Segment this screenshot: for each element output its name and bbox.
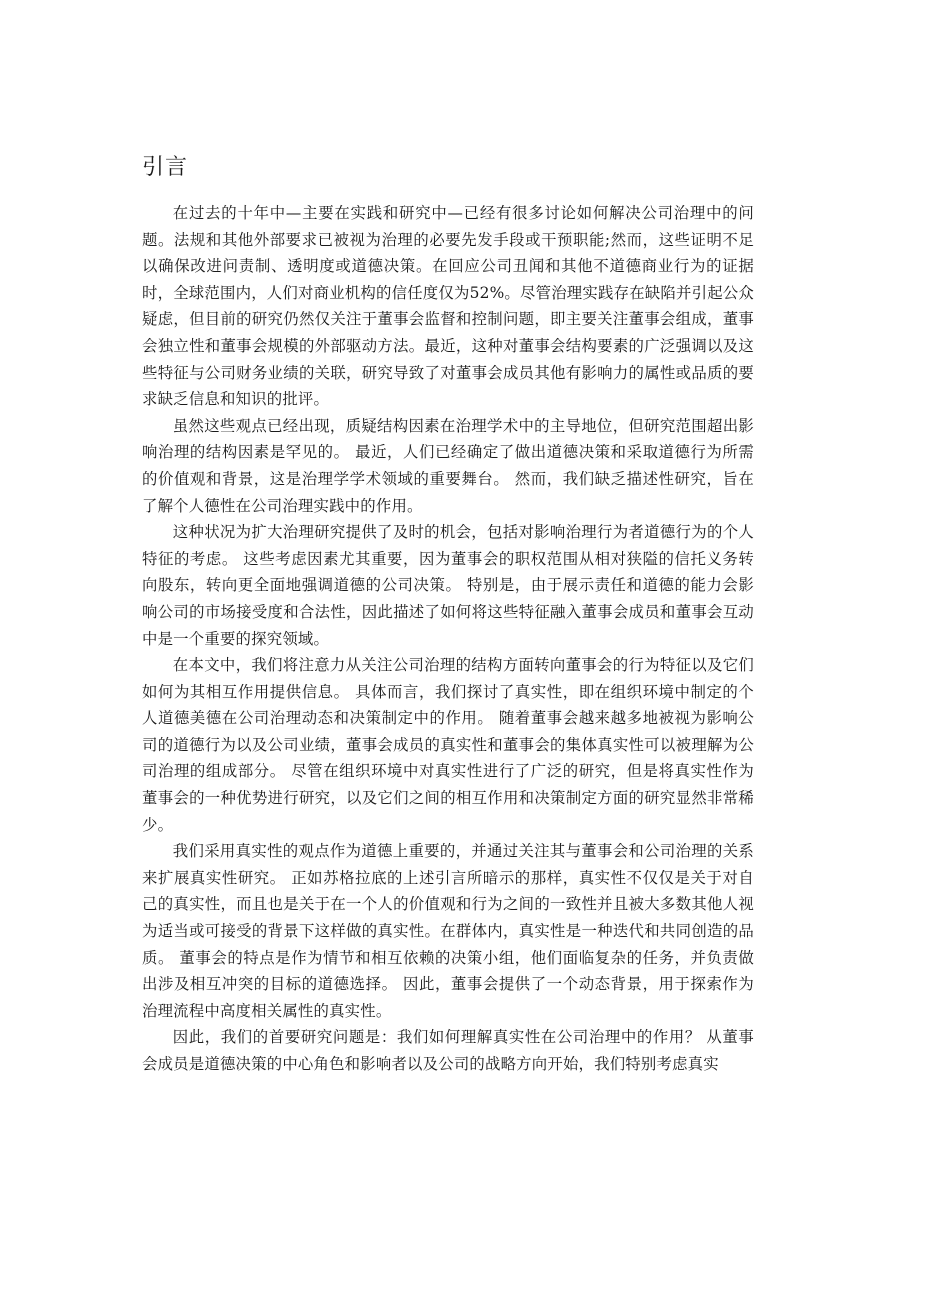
document-page	[142, 150, 754, 1078]
section-title: 引言	[142, 155, 189, 180]
paragraph-2: 虽然这些观点已经出现，质疑结构因素在治理学术中的主导地位，但研究范围超出影响治理的结构因素是罕见的。 最近，人们已经确定了做出道德决策和采取道德行为所需的价值观和背景，这是治理学学术领域的重要舞台。 然而，我们缺乏描述性研究，旨在了解个人德性在公司治理实践中的作用。	[142, 416, 754, 515]
paragraph-3: 这种状况为扩大治理研究提供了及时的机会，包括对影响治理行为者道德行为的个人特征的考虑。 这些考虑因素尤其重要，因为董事会的职权范围从相对狭隘的信托义务转向股东，转向更全面地强调道德的公司决策。 特别是，由于展示责任和道德的能力会影响公司的市场接受度和合法性，因此描述了如何将这些特征融入董事会成员和董事会互动中是一个重要的探究领域。	[142, 523, 754, 648]
paragraph-4: 在本文中，我们将注意力从关注公司治理的结构方面转向董事会的行为特征以及它们如何为其相互作用提供信息。 具体而言，我们探讨了真实性，即在组织环境中制定的个人道德美德在公司治理动态和决策制定中的作用。 随着董事会越来越多地被视为影响公司的道德行为以及公司业绩，董事会成员的真实性和董事会的集体真实性可以被理解为公司治理的组成部分。 尽管在组织环境中对真实性进行了广泛的研究，但是将真实性作为董事会的一种优势进行研究，以及它们之间的相互作用和决策制定方面的研究显然非常稀少。	[142, 656, 754, 834]
paragraph-1: 在过去的十年中—主要在实践和研究中—已经有很多讨论如何解决公司治理中的问题。法规和其他外部要求已被视为治理的必要先发手段或干预职能;然而，这些证明不足以确保改进问责制、透明度或道德决策。在回应公司丑闻和其他不道德商业行为的证据时，全球范围内，人们对商业机构的信任度仅为52%。尽管治理实践存在缺陷并引起公众疑虑，但目前的研究仍然仅关注于董事会监督和控制问题，即主要关注董事会组成，董事会独立性和董事会规模的外部驱动方法。最近，这种对董事会结构要素的广泛强调以及这些特征与公司财务业绩的关联，研究导致了对董事会成员其他有影响力的属性或品质的要求缺乏信息和知识的批评。	[142, 204, 754, 409]
paragraph-6: 因此，我们的首要研究问题是：我们如何理解真实性在公司治理中的作用？ 从董事会成员是道德决策的中心角色和影响者以及公司的战略方向开始，我们特别考虑真实	[142, 1028, 754, 1073]
paragraph-5: 我们采用真实性的观点作为道德上重要的，并通过关注其与董事会和公司治理的关系来扩展真实性研究。 正如苏格拉底的上述引言所暗示的那样，真实性不仅仅是关于对自己的真实性，而且也是关于在一个人的价值观和行为之间的一致性并且被大多数其他人视为适当或可接受的背景下这样做的真实性。在群体内，真实性是一种迭代和共同创造的品质。 董事会的特点是作为情节和相互依赖的决策小组，他们面临复杂的任务，并负责做出涉及相互冲突的目标的道德选择。 因此，董事会提供了一个动态背景，用于探索作为治理流程中高度相关属性的真实性。	[142, 842, 754, 1020]
